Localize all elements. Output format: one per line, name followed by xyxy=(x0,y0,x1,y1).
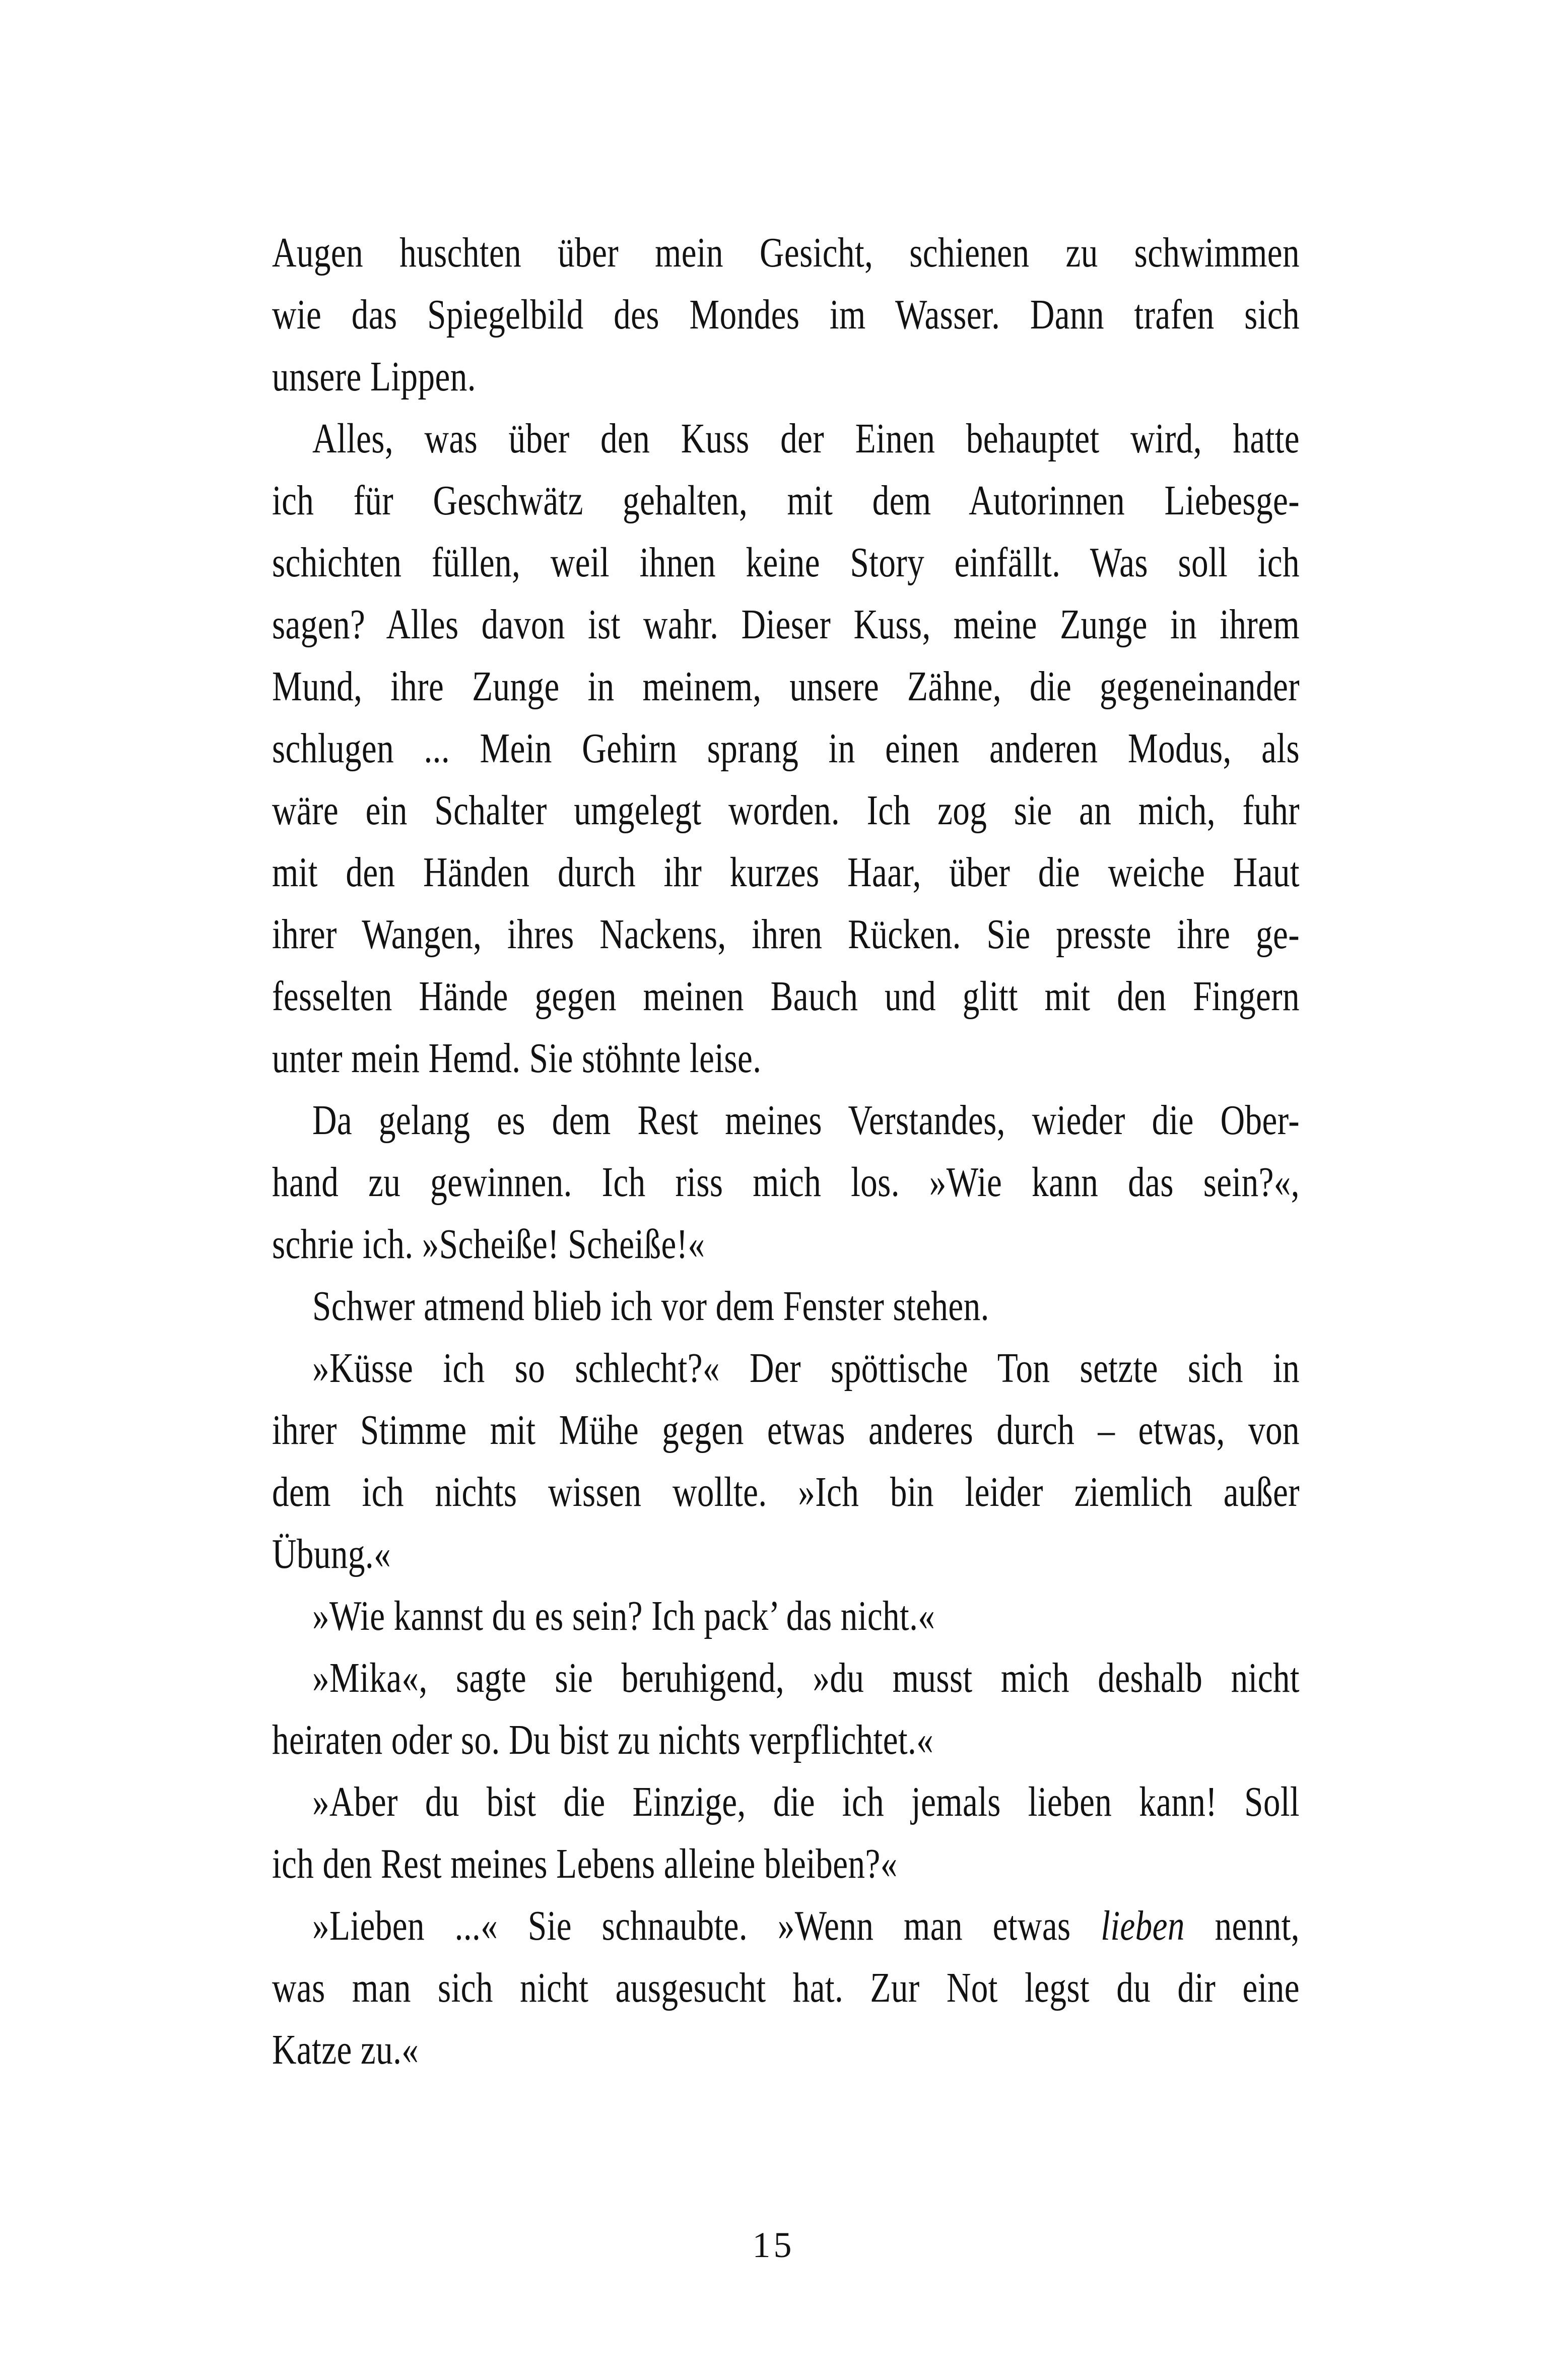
text-run: fesselten Hände gegen meinen Bauch und glitt mit den Fingern xyxy=(272,973,1300,1020)
text-run: Katze zu.« xyxy=(272,2026,419,2073)
text-run: was man sich nicht ausgesucht hat. Zur Not legst du dir eine xyxy=(272,1964,1300,2011)
text-run: schrie ich. »Scheiße! Scheiße!« xyxy=(272,1221,705,1268)
text-line xyxy=(272,1089,1300,1151)
text-line xyxy=(272,1461,1300,1523)
page-number: 15 xyxy=(752,2225,795,2265)
text-line xyxy=(272,284,1300,346)
text-line xyxy=(272,1585,1300,1647)
text-run: Übung.« xyxy=(272,1531,391,1577)
text-line xyxy=(272,779,1300,841)
text-line xyxy=(272,1833,1300,1895)
text-line xyxy=(272,1275,1300,1337)
text-line xyxy=(272,222,1300,284)
text-run: mit den Händen durch ihr kurzes Haar, über die weiche Haut xyxy=(272,849,1300,896)
text-run: hand zu gewinnen. Ich riss mich los. »Wie kann das sein?«, xyxy=(272,1159,1300,1206)
text-run: ihrer Stimme mit Mühe gegen etwas anderes durch – etwas, von xyxy=(272,1407,1300,1453)
text-line xyxy=(272,1337,1300,1399)
text-run: Da gelang es dem Rest meines Verstandes, wieder die Ober- xyxy=(312,1097,1300,1144)
text-run: ich für Geschwätz gehalten, mit dem Autorinnen Liebesge- xyxy=(272,477,1300,524)
text-line xyxy=(272,1523,1300,1585)
text-run: »Lieben ...« Sie schnaubte. »Wenn man etwas xyxy=(312,1902,1101,1949)
text-line xyxy=(272,470,1300,532)
text-line xyxy=(272,408,1300,470)
text-line xyxy=(272,903,1300,965)
text-line xyxy=(272,717,1300,779)
text-line xyxy=(272,1027,1300,1089)
text-line xyxy=(272,1151,1300,1213)
text-run: »Mika«, sagte sie beruhigend, »du musst mich deshalb nicht xyxy=(312,1655,1300,1701)
text-line xyxy=(272,1647,1300,1709)
text-line xyxy=(272,965,1300,1027)
text-run: Schwer atmend blieb ich vor dem Fenster stehen. xyxy=(312,1283,989,1330)
text-line xyxy=(272,1895,1300,1957)
text-line xyxy=(272,1213,1300,1275)
text-run: ihrer Wangen, ihres Nackens, ihren Rücken. Sie presste ihre ge- xyxy=(272,911,1300,958)
text-line xyxy=(272,532,1300,593)
text-line xyxy=(272,1709,1300,1771)
text-run: Augen huschten über mein Gesicht, schienen zu schwimmen xyxy=(272,229,1300,276)
text-run: »Küsse ich so schlecht?« Der spöttische Ton setzte sich in xyxy=(312,1345,1300,1392)
text-run: sagen? Alles davon ist wahr. Dieser Kuss, meine Zunge in ihrem xyxy=(272,601,1300,648)
text-run: nennt, xyxy=(1184,1902,1300,1949)
text-line xyxy=(272,841,1300,903)
text-run: schlugen ... Mein Gehirn sprang in einen anderen Modus, als xyxy=(272,725,1300,772)
text-line xyxy=(272,1771,1300,1833)
text-run: wie das Spiegelbild des Mondes im Wasser. Dann trafen sich xyxy=(272,291,1300,338)
text-line xyxy=(272,2019,1300,2081)
text-run: »Wie kannst du es sein? Ich pack’ das nicht.« xyxy=(312,1593,935,1639)
text-run: ich den Rest meines Lebens alleine bleiben?« xyxy=(272,1840,898,1887)
text-line xyxy=(272,346,1300,408)
text-run: »Aber du bist die Einzige, die ich jemals lieben kann! Soll xyxy=(312,1778,1300,1825)
text-run: unsere Lippen. xyxy=(272,353,476,400)
text-line xyxy=(272,1399,1300,1461)
text-line xyxy=(272,593,1300,655)
text-run: heiraten oder so. Du bist zu nichts verpflichtet.« xyxy=(272,1716,934,1763)
text-run: dem ich nichts wissen wollte. »Ich bin leider ziemlich außer xyxy=(272,1469,1300,1515)
text-run: Alles, was über den Kuss der Einen behauptet wird, hatte xyxy=(312,415,1300,462)
page-text xyxy=(272,222,1300,2081)
italic-word: lieben xyxy=(1101,1902,1185,1949)
text-run: unter mein Hemd. Sie stöhnte leise. xyxy=(272,1035,762,1082)
text-run: wäre ein Schalter umgelegt worden. Ich zog sie an mich, fuhr xyxy=(272,787,1300,834)
text-run: schichten füllen, weil ihnen keine Story einfällt. Was soll ich xyxy=(272,539,1300,586)
text-line xyxy=(272,1957,1300,2019)
text-line xyxy=(272,655,1300,717)
text-run: Mund, ihre Zunge in meinem, unsere Zähne, die gegeneinander xyxy=(272,663,1300,710)
